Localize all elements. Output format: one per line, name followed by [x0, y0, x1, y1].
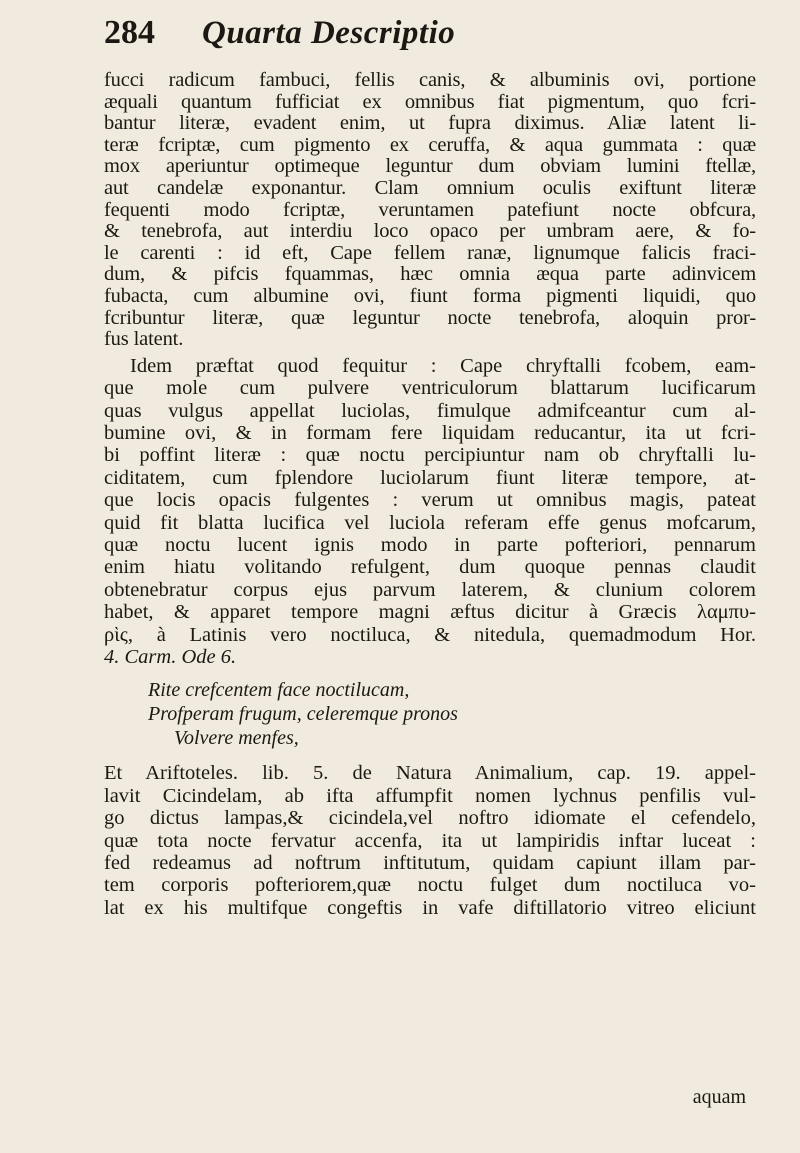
- catchword: aquam: [692, 1086, 746, 1108]
- text-line: quid fit blatta lucifica vel luciola referam effe genus mofcarum,: [104, 511, 756, 534]
- text-line: fcribuntur literæ, quæ leguntur nocte tenebrofa, aloquin pror-: [104, 307, 756, 329]
- page-number: 284: [104, 14, 155, 51]
- text-line: fequenti modo fcriptæ, veruntamen patefiunt nocte obfcura,: [104, 199, 756, 221]
- paragraph-2: [104, 355, 756, 669]
- text-line: go dictus lampas,& cicindela,vel noftro idiomate el cefendelo,: [104, 807, 756, 830]
- paragraph-3: [104, 762, 756, 919]
- text-line: Et Ariftoteles. lib. 5. de Natura Animalium, cap. 19. appel-: [104, 762, 756, 785]
- text-line: fubacta, cum albumine ovi, fiunt forma pigmenti liquidi, quo: [104, 285, 756, 307]
- text-line: fus latent.: [104, 329, 184, 351]
- text-line: aut candelæ exponantur. Clam omnium oculis exiftunt literæ: [104, 177, 756, 199]
- text-line: ciditatem, cum fplendore luciolarum fiunt literæ tempore, at-: [104, 466, 756, 489]
- text-line: mox aperiuntur optimeque leguntur dum obviam lumini ftellæ,: [104, 156, 756, 178]
- page-header: [104, 14, 756, 70]
- text-line: que locis opacis fulgentes : verum ut omnibus magis, pateat: [104, 489, 756, 512]
- verse-line: Profperam frugum, celeremque pronos: [148, 703, 458, 726]
- text-line: que mole cum pulvere ventriculorum blattarum lucificarum: [104, 377, 756, 400]
- text-line: & tenebrofa, aut interdiu loco opaco per umbram aere, & fo-: [104, 221, 756, 243]
- text-line: dum, & pifcis fquammas, hæc omnia æqua parte adinvicem: [104, 264, 756, 286]
- verse-line: Rite crefcentem face noctilucam,: [148, 679, 410, 702]
- text-line: lat ex his multifque congeftis in vafe diftillatorio vitreo eliciunt: [104, 896, 756, 919]
- verse-quotation: [148, 678, 756, 750]
- text-line: le carenti : id eft, Cape fellem ranæ, lignumque falicis fraci-: [104, 242, 756, 264]
- text-line: bantur literæ, evadent enim, ut fupra diximus. Aliæ latent li-: [104, 113, 756, 135]
- verse-line: Volvere menfes,: [174, 727, 299, 750]
- text-line: fucci radicum fambuci, fellis canis, & albuminis ovi, portione: [104, 70, 756, 91]
- text-line: bumine ovi, & in formam fere liquidam reducantur, ita ut fcri-: [104, 421, 756, 444]
- text-line: habet, & apparet tempore magni æftus dicitur à Græcis λαμπυ-: [104, 601, 756, 624]
- text-line: bi poffint literæ : quæ noctu percipiuntur nam ob chryftalli lu-: [104, 444, 756, 467]
- text-line: lavit Cicindelam, ab ifta affumpfit nomen lychnus penfilis vul-: [104, 784, 756, 807]
- text-line: tem corporis pofteriorem,quæ noctu fulget dum noctiluca vo-: [104, 874, 756, 897]
- running-title: Quarta Descriptio: [202, 15, 456, 51]
- paragraph-1: [104, 70, 756, 351]
- text-line: 4. Carm. Ode 6.: [104, 646, 237, 668]
- text-line: quæ noctu lucent ignis modo in parte pofteriori, pennarum: [104, 533, 756, 556]
- text-line: enim hiatu volitando refulgent, dum quoque pennas claudit: [104, 556, 756, 579]
- text-line: fed redeamus ad noftrum inftitutum, quidam capiunt illam par-: [104, 852, 756, 875]
- text-line: teræ fcriptæ, cum pigmento ex ceruffa, & aqua gummata : quæ: [104, 134, 756, 156]
- text-line: Idem præftat quod fequitur : Cape chryftalli fcobem, eam-: [130, 354, 756, 377]
- text-line: obtenebratur corpus ejus parvum laterem, & clunium colorem: [104, 578, 756, 601]
- text-line: æquali quantum fufficiat ex omnibus fiat pigmentum, quo fcri-: [104, 91, 756, 113]
- text-line: quas vulgus appellat luciolas, fimulque admifceantur cum al-: [104, 399, 756, 422]
- text-line: quæ tota nocte fervatur accenfa, ita ut lampiridis inftar luceat :: [104, 829, 756, 852]
- text-line: ρὶς, à Latinis vero noctiluca, & nitedula, quemadmodum Hor.: [104, 623, 756, 646]
